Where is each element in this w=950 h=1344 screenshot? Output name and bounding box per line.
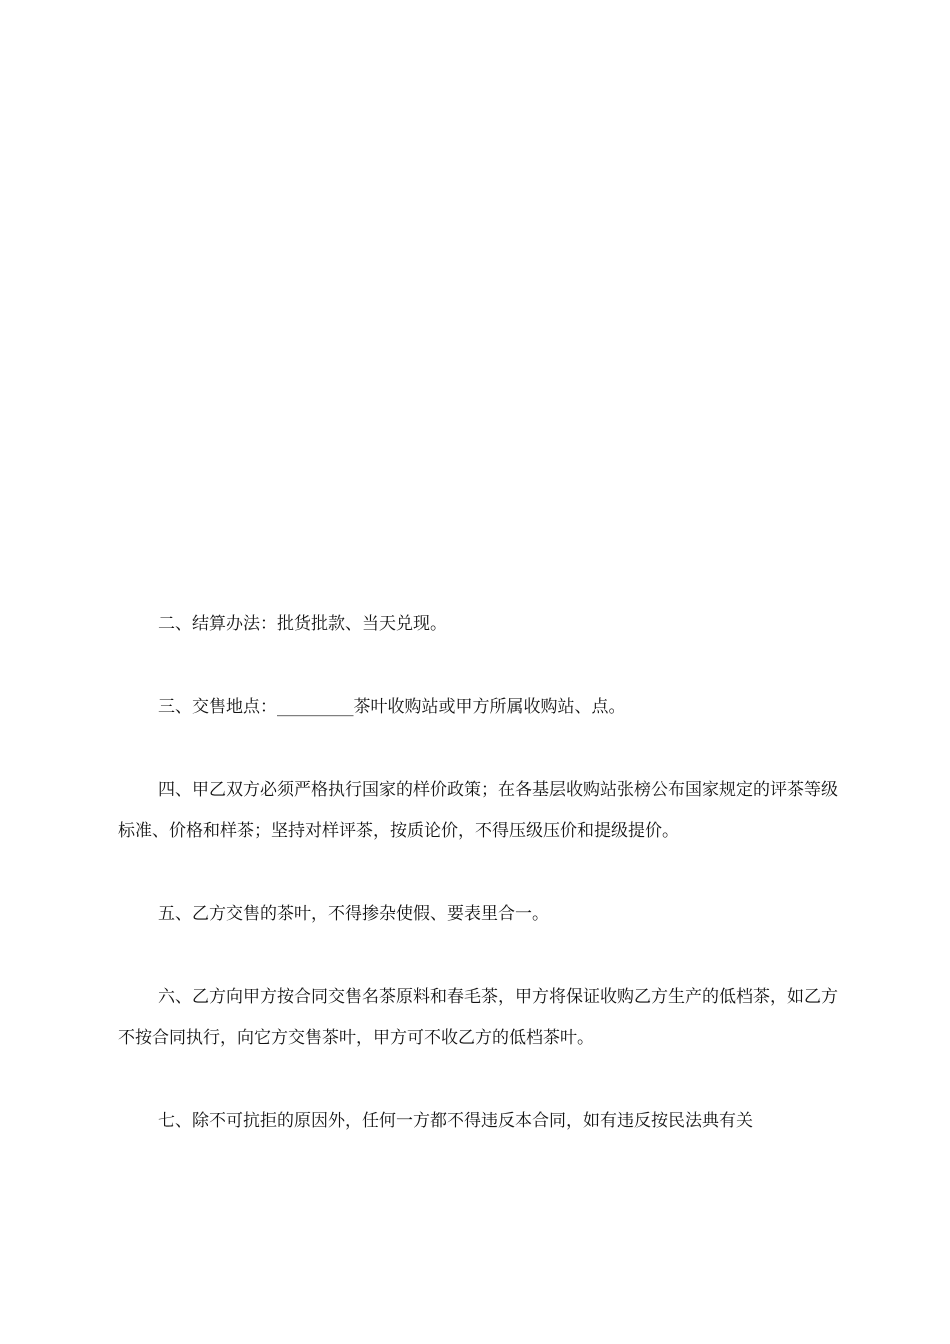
paragraph-spacer (118, 852, 838, 894)
clause-2: 二、结算办法：批货批款、当天兑现。 (158, 614, 447, 634)
paragraph-spacer (118, 645, 838, 687)
clause-5: 五、乙方交售的茶叶，不得掺杂使假、要表里合一。 (158, 904, 549, 924)
paragraph-spacer (118, 1059, 838, 1101)
clause-6: 六、乙方向甲方按合同交售名茶原料和春毛茶，甲方将保证收购乙方生产的低档茶，如乙方不按合同执行，向它方交售茶叶，甲方可不收乙方的低档茶叶。 (118, 987, 838, 1048)
paragraph-spacer (118, 728, 838, 770)
clause-4: 四、甲乙双方必须严格执行国家的样价政策；在各基层收购站张榜公布国家规定的评茶等级标准、价格和样茶；坚持对样评茶，按质论价，不得压级压价和提级提价。 (118, 780, 838, 841)
paragraph-spacer (118, 935, 838, 977)
clause-7: 七、除不可抗拒的原因外，任何一方都不得违反本合同，如有违反按民法典有关 (158, 1111, 753, 1131)
document-body (118, 604, 838, 1142)
clause-3: 三、交售地点：_________茶叶收购站或甲方所属收购站、点。 (158, 697, 626, 717)
